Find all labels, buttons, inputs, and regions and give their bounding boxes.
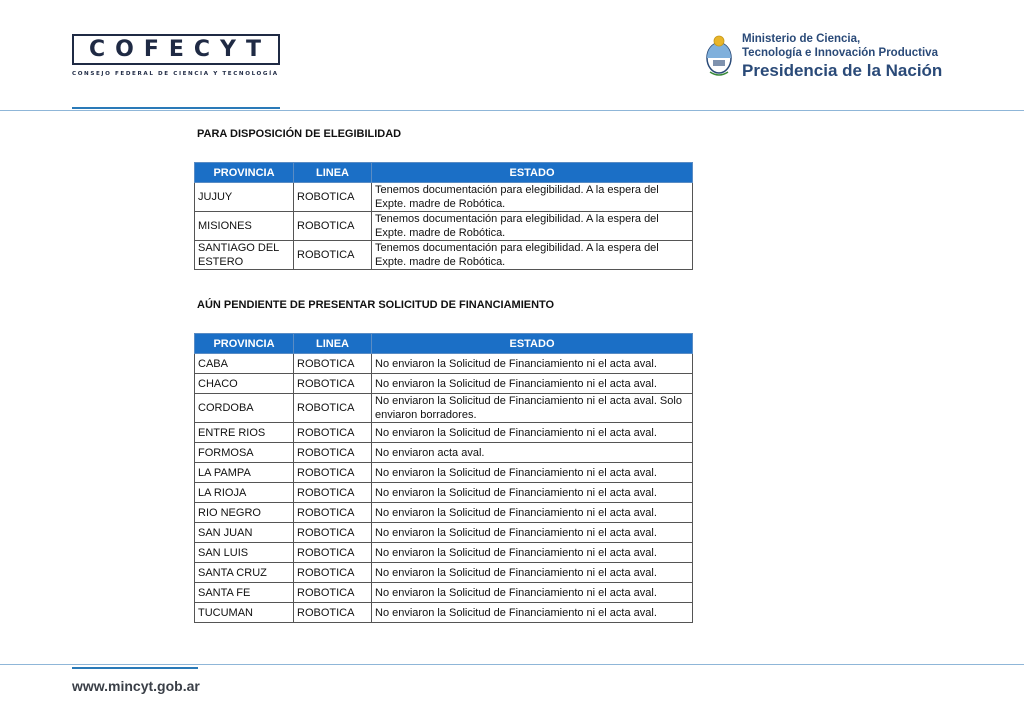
cell-linea: ROBOTICA (294, 463, 372, 483)
column-header-estado: ESTADO (372, 163, 693, 183)
table-row (195, 543, 693, 563)
cell-provincia: SANTIAGO DEL ESTERO (195, 241, 294, 270)
table-row (195, 423, 693, 443)
cell-linea: ROBOTICA (294, 394, 372, 423)
cell-estado: No enviaron la Solicitud de Financiamiento ni el acta aval. (372, 374, 693, 394)
cell-provincia: SANTA FE (195, 583, 294, 603)
cell-linea: ROBOTICA (294, 374, 372, 394)
cell-provincia: TUCUMAN (195, 603, 294, 623)
footer-website-link[interactable]: www.mincyt.gob.ar (72, 678, 200, 694)
presidency-name: Presidencia de la Nación (742, 61, 943, 80)
cell-provincia: LA PAMPA (195, 463, 294, 483)
cell-linea: ROBOTICA (294, 563, 372, 583)
column-header-linea: LINEA (294, 163, 372, 183)
cell-linea: ROBOTICA (294, 483, 372, 503)
cell-estado: Tenemos documentación para elegibilidad. A la espera del Expte. madre de Robótica. (372, 212, 693, 241)
table-row (195, 394, 693, 423)
cell-provincia: CORDOBA (195, 394, 294, 423)
cofecyt-logo (72, 34, 280, 77)
table-row (195, 563, 693, 583)
cell-estado: No enviaron la Solicitud de Financiamiento ni el acta aval. (372, 483, 693, 503)
column-header-provincia: PROVINCIA (195, 163, 294, 183)
eligibility-table (194, 162, 693, 270)
table-row (195, 463, 693, 483)
cell-provincia: CABA (195, 354, 294, 374)
table-row (195, 374, 693, 394)
table-row (195, 183, 693, 212)
section1-title: PARA DISPOSICIÓN DE ELEGIBILIDAD (197, 128, 402, 140)
cell-estado: No enviaron la Solicitud de Financiamiento ni el acta aval. (372, 423, 693, 443)
cell-estado: No enviaron acta aval. (372, 443, 693, 463)
cell-provincia: ENTRE RIOS (195, 423, 294, 443)
cell-linea: ROBOTICA (294, 523, 372, 543)
cofecyt-logo-title: COFECYT (72, 34, 280, 65)
table-row (195, 583, 693, 603)
cell-estado: No enviaron la Solicitud de Financiamiento ni el acta aval. (372, 583, 693, 603)
argentina-coat-of-arms-icon (704, 32, 734, 78)
table-row (195, 354, 693, 374)
cofecyt-logo-subtitle: CONSEJO FEDERAL DE CIENCIA Y TECNOLOGÍA (72, 71, 279, 77)
cell-linea: ROBOTICA (294, 423, 372, 443)
table-row (195, 483, 693, 503)
section2-title: AÚN PENDIENTE DE PRESENTAR SOLICITUD DE FINANCIAMIENTO (197, 299, 555, 311)
cell-linea: ROBOTICA (294, 443, 372, 463)
cell-estado: No enviaron la Solicitud de Financiamiento ni el acta aval. (372, 503, 693, 523)
cell-linea: ROBOTICA (294, 241, 372, 270)
footer-divider (0, 664, 1024, 665)
cell-linea: ROBOTICA (294, 183, 372, 212)
cell-provincia: MISIONES (195, 212, 294, 241)
header-accent-rule (72, 107, 280, 109)
column-header-estado: ESTADO (372, 334, 693, 354)
cell-estado: Tenemos documentación para elegibilidad. A la espera del Expte. madre de Robótica. (372, 183, 693, 212)
cell-estado: No enviaron la Solicitud de Financiamiento ni el acta aval. Solo enviaron borradores. (372, 394, 693, 423)
column-header-linea: LINEA (294, 334, 372, 354)
footer-accent-rule (72, 667, 198, 669)
table-header-row (195, 163, 693, 183)
cell-linea: ROBOTICA (294, 212, 372, 241)
cell-provincia: LA RIOJA (195, 483, 294, 503)
cell-linea: ROBOTICA (294, 354, 372, 374)
ministry-logo (704, 32, 942, 81)
table-row (195, 443, 693, 463)
cell-estado: No enviaron la Solicitud de Financiamiento ni el acta aval. (372, 563, 693, 583)
ministry-name-line1: Ministerio de Ciencia, (742, 33, 861, 45)
cell-provincia: CHACO (195, 374, 294, 394)
cell-provincia: RIO NEGRO (195, 503, 294, 523)
cell-estado: No enviaron la Solicitud de Financiamiento ni el acta aval. (372, 354, 693, 374)
table-row (195, 523, 693, 543)
ministry-name-line2: Tecnología e Innovación Productiva (742, 47, 938, 59)
cell-linea: ROBOTICA (294, 603, 372, 623)
cell-provincia: SAN LUIS (195, 543, 294, 563)
pending-table (194, 333, 693, 623)
cell-estado: No enviaron la Solicitud de Financiamiento ni el acta aval. (372, 543, 693, 563)
cell-estado: No enviaron la Solicitud de Financiamiento ni el acta aval. (372, 603, 693, 623)
cell-provincia: SANTA CRUZ (195, 563, 294, 583)
column-header-provincia: PROVINCIA (195, 334, 294, 354)
table-row (195, 241, 693, 270)
table-row (195, 603, 693, 623)
table-header-row (195, 334, 693, 354)
cell-estado: No enviaron la Solicitud de Financiamiento ni el acta aval. (372, 463, 693, 483)
cell-estado: No enviaron la Solicitud de Financiamiento ni el acta aval. (372, 523, 693, 543)
cell-estado: Tenemos documentación para elegibilidad. A la espera del Expte. madre de Robótica. (372, 241, 693, 270)
header-divider (0, 110, 1024, 111)
cell-linea: ROBOTICA (294, 583, 372, 603)
cell-linea: ROBOTICA (294, 503, 372, 523)
cell-linea: ROBOTICA (294, 543, 372, 563)
table-row (195, 212, 693, 241)
table-row (195, 503, 693, 523)
cell-provincia: FORMOSA (195, 443, 294, 463)
cell-provincia: SAN JUAN (195, 523, 294, 543)
cell-provincia: JUJUY (195, 183, 294, 212)
